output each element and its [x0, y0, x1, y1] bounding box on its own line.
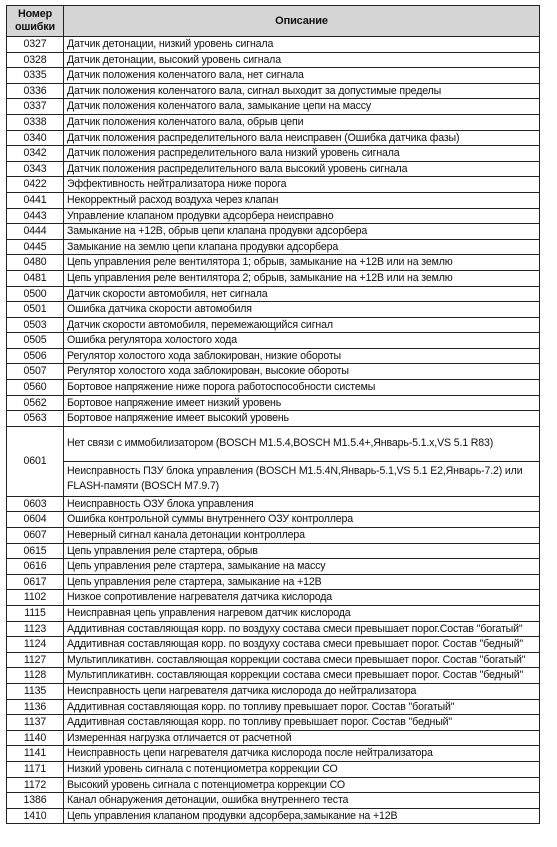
error-code-cell: 0560	[7, 380, 64, 396]
table-row	[7, 411, 540, 427]
error-code-cell: 0343	[7, 161, 64, 177]
table-row	[7, 606, 540, 622]
error-description-cell: Неисправность цепи нагревателя датчика кислорода до нейтрализатора	[64, 683, 540, 699]
table-row	[7, 270, 540, 286]
table-row	[7, 208, 540, 224]
table-row	[7, 83, 540, 99]
error-code-cell: 1136	[7, 699, 64, 715]
error-description-cell: Управление клапаном продувки адсорбера неисправно	[64, 208, 540, 224]
error-code-cell: 1137	[7, 715, 64, 731]
error-code-cell: 1140	[7, 730, 64, 746]
error-description-cell: Датчик скорости автомобиля, нет сигнала	[64, 286, 540, 302]
error-code-cell: 0481	[7, 270, 64, 286]
error-description-cell: Бортовое напряжение имеет низкий уровень	[64, 395, 540, 411]
error-description-cell: Нет связи с иммобилизатором (BOSCH M1.5.4,BOSCH M1.5.4+,Январь-5.1.x,VS 5.1 R83)	[64, 426, 540, 461]
error-description-cell: Ошибка датчика скорости автомобиля	[64, 302, 540, 318]
table-row	[7, 761, 540, 777]
error-code-cell: 0342	[7, 146, 64, 162]
error-code-cell: 0607	[7, 528, 64, 544]
error-code-cell: 0616	[7, 559, 64, 575]
error-description-cell: Аддитивная составляющая корр. по топливу превышает порог. Состав "бедный"	[64, 715, 540, 731]
table-row	[7, 637, 540, 653]
error-code-cell: 0328	[7, 52, 64, 68]
error-codes-document	[6, 5, 539, 824]
error-description-cell: Датчик положения коленчатого вала, сигнал выходит за допустимые пределы	[64, 83, 540, 99]
error-description-cell: Высокий уровень сигнала с потенциометра коррекции СО	[64, 777, 540, 793]
error-code-cell: 1127	[7, 652, 64, 668]
table-row	[7, 333, 540, 349]
error-code-cell: 1410	[7, 808, 64, 824]
error-description-cell: Низкий уровень сигнала с потенциометра коррекции СО	[64, 761, 540, 777]
table-row	[7, 161, 540, 177]
error-description-cell: Аддитивная составляющая корр. по воздуху состава смеси превышает порог. Состав "бедный"	[64, 637, 540, 653]
error-code-cell: 0507	[7, 364, 64, 380]
table-row	[7, 793, 540, 809]
table-row	[7, 317, 540, 333]
table-row	[7, 621, 540, 637]
table-body-0601	[7, 426, 540, 496]
header-description: Описание	[64, 6, 540, 37]
error-code-cell: 0336	[7, 83, 64, 99]
error-description-cell: Датчик положения коленчатого вала, обрыв цепи	[64, 114, 540, 130]
error-code-cell: 1172	[7, 777, 64, 793]
table-row	[7, 668, 540, 684]
error-code-cell: 0563	[7, 411, 64, 427]
error-code-cell: 1115	[7, 606, 64, 622]
error-description-cell: Эффективность нейтрализатора ниже порога	[64, 177, 540, 193]
error-description-cell: Датчик положения коленчатого вала, замыкание цепи на массу	[64, 99, 540, 115]
error-description-cell: Неисправность ОЗУ блока управления	[64, 496, 540, 512]
error-codes-table	[6, 5, 540, 824]
error-code-cell: 0441	[7, 192, 64, 208]
error-description-cell: Датчик положения коленчатого вала, нет сигнала	[64, 68, 540, 84]
error-description-cell: Цепь управления реле стартера, обрыв	[64, 543, 540, 559]
error-description-cell: Замыкание на землю цепи клапана продувки адсорбера	[64, 239, 540, 255]
error-code-cell: 1123	[7, 621, 64, 637]
error-code-cell: 1386	[7, 793, 64, 809]
error-code-cell: 0562	[7, 395, 64, 411]
error-description-cell: Замыкание на +12В, обрыв цепи клапана продувки адсорбера	[64, 224, 540, 240]
table-row	[7, 574, 540, 590]
error-code-cell: 0501	[7, 302, 64, 318]
error-description-cell: Канал обнаружения детонации, ошибка внутреннего теста	[64, 793, 540, 809]
table-row	[7, 146, 540, 162]
error-description-cell: Низкое сопротивление нагревателя датчика кислорода	[64, 590, 540, 606]
table-row	[7, 302, 540, 318]
table-row	[7, 37, 540, 53]
error-description-cell: Некорректный расход воздуха через клапан	[64, 192, 540, 208]
error-description-cell: Ошибка контрольной суммы внутреннего ОЗУ контроллера	[64, 512, 540, 528]
table-row	[7, 177, 540, 193]
error-description-cell: Мультипликативн. составляющая коррекции состава смеси превышает порог. Состав "бедный"	[64, 668, 540, 684]
error-description-cell: Мультипликативн. составляющая коррекции состава смеси превышает порог. Состав "богатый"	[64, 652, 540, 668]
error-code-cell: 0617	[7, 574, 64, 590]
table-row	[7, 746, 540, 762]
error-description-cell: Регулятор холостого хода заблокирован, низкие обороты	[64, 348, 540, 364]
table-row	[7, 99, 540, 115]
table-row	[7, 395, 540, 411]
table-row	[7, 496, 540, 512]
error-description-cell: Аддитивная составляющая корр. по топливу превышает порог. Состав "богатый"	[64, 699, 540, 715]
error-code-cell: 0601	[7, 426, 64, 496]
table-row	[7, 426, 540, 461]
error-description-cell: Неисправность ПЗУ блока управления (BOSCH M1.5.4N,Январь-5.1,VS 5.1 E2,Январь-7.2) или FLASH-памяти (BOSCH M7.9.7)	[64, 461, 540, 496]
table-row	[7, 543, 540, 559]
error-description-cell: Неисправная цепь управления нагревом датчик кислорода	[64, 606, 540, 622]
error-description-cell: Цепь управления реле стартера, замыкание на массу	[64, 559, 540, 575]
error-description-cell: Измеренная нагрузка отличается от расчетной	[64, 730, 540, 746]
error-code-cell: 0506	[7, 348, 64, 364]
error-description-cell: Цепь управления клапаном продувки адсорбера,замыкание на +12В	[64, 808, 540, 824]
error-code-cell: 1102	[7, 590, 64, 606]
error-code-cell: 1141	[7, 746, 64, 762]
table-row	[7, 380, 540, 396]
error-code-cell: 0327	[7, 37, 64, 53]
table-row	[7, 683, 540, 699]
error-description-cell: Датчик скорости автомобиля, перемежающийся сигнал	[64, 317, 540, 333]
table-row	[7, 224, 540, 240]
error-code-cell: 0444	[7, 224, 64, 240]
error-code-cell: 0503	[7, 317, 64, 333]
table-row	[7, 239, 540, 255]
table-row	[7, 512, 540, 528]
error-description-cell: Ошибка регулятора холостого хода	[64, 333, 540, 349]
table-body-bottom	[7, 496, 540, 823]
table-row	[7, 461, 540, 496]
error-description-cell: Неисправность цепи нагревателя датчика кислорода после нейтрализатора	[64, 746, 540, 762]
table-row	[7, 286, 540, 302]
table-header-row	[7, 6, 540, 37]
table-row	[7, 68, 540, 84]
error-code-cell: 0445	[7, 239, 64, 255]
table-row	[7, 52, 540, 68]
error-code-cell: 1124	[7, 637, 64, 653]
table-row	[7, 255, 540, 271]
table-row	[7, 364, 540, 380]
table-row	[7, 130, 540, 146]
table-row	[7, 715, 540, 731]
table-row	[7, 114, 540, 130]
error-code-cell: 0340	[7, 130, 64, 146]
error-code-cell: 0615	[7, 543, 64, 559]
error-description-cell: Цепь управления реле вентилятора 1; обрыв, замыкание на +12В или на землю	[64, 255, 540, 271]
error-code-cell: 1171	[7, 761, 64, 777]
table-row	[7, 559, 540, 575]
table-row	[7, 652, 540, 668]
error-description-cell: Датчик положения распределительного вала низкий уровень сигнала	[64, 146, 540, 162]
error-description-cell: Цепь управления реле стартера, замыкание на +12В	[64, 574, 540, 590]
error-code-cell: 0335	[7, 68, 64, 84]
error-code-cell: 1135	[7, 683, 64, 699]
table-body-top	[7, 37, 540, 427]
error-code-cell: 0505	[7, 333, 64, 349]
error-code-cell: 0443	[7, 208, 64, 224]
table-row	[7, 192, 540, 208]
error-code-cell: 0604	[7, 512, 64, 528]
error-description-cell: Датчик положения распределительного вала неисправен (Ошибка датчика фазы)	[64, 130, 540, 146]
error-description-cell: Датчик детонации, низкий уровень сигнала	[64, 37, 540, 53]
error-description-cell: Датчик детонации, высокий уровень сигнала	[64, 52, 540, 68]
error-code-cell: 0337	[7, 99, 64, 115]
table-row	[7, 777, 540, 793]
error-code-cell: 0603	[7, 496, 64, 512]
table-row	[7, 730, 540, 746]
error-description-cell: Датчик положения распределительного вала высокий уровень сигнала	[64, 161, 540, 177]
error-description-cell: Аддитивная составляющая корр. по воздуху состава смеси превышает порог.Состав "богатый"	[64, 621, 540, 637]
table-row	[7, 590, 540, 606]
table-row	[7, 808, 540, 824]
error-description-cell: Неверный сигнал канала детонации контроллера	[64, 528, 540, 544]
error-code-cell: 0500	[7, 286, 64, 302]
error-description-cell: Цепь управления реле вентилятора 2; обрыв, замыкание на +12В или на землю	[64, 270, 540, 286]
error-description-cell: Бортовое напряжение имеет высокий уровень	[64, 411, 540, 427]
table-row	[7, 528, 540, 544]
table-row	[7, 699, 540, 715]
error-description-cell: Регулятор холостого хода заблокирован, высокие обороты	[64, 364, 540, 380]
error-description-cell: Бортовое напряжение ниже порога работоспособности системы	[64, 380, 540, 396]
table-row	[7, 348, 540, 364]
header-code: Номер ошибки	[7, 6, 64, 37]
error-code-cell: 0338	[7, 114, 64, 130]
error-code-cell: 0422	[7, 177, 64, 193]
error-code-cell: 1128	[7, 668, 64, 684]
error-code-cell: 0480	[7, 255, 64, 271]
